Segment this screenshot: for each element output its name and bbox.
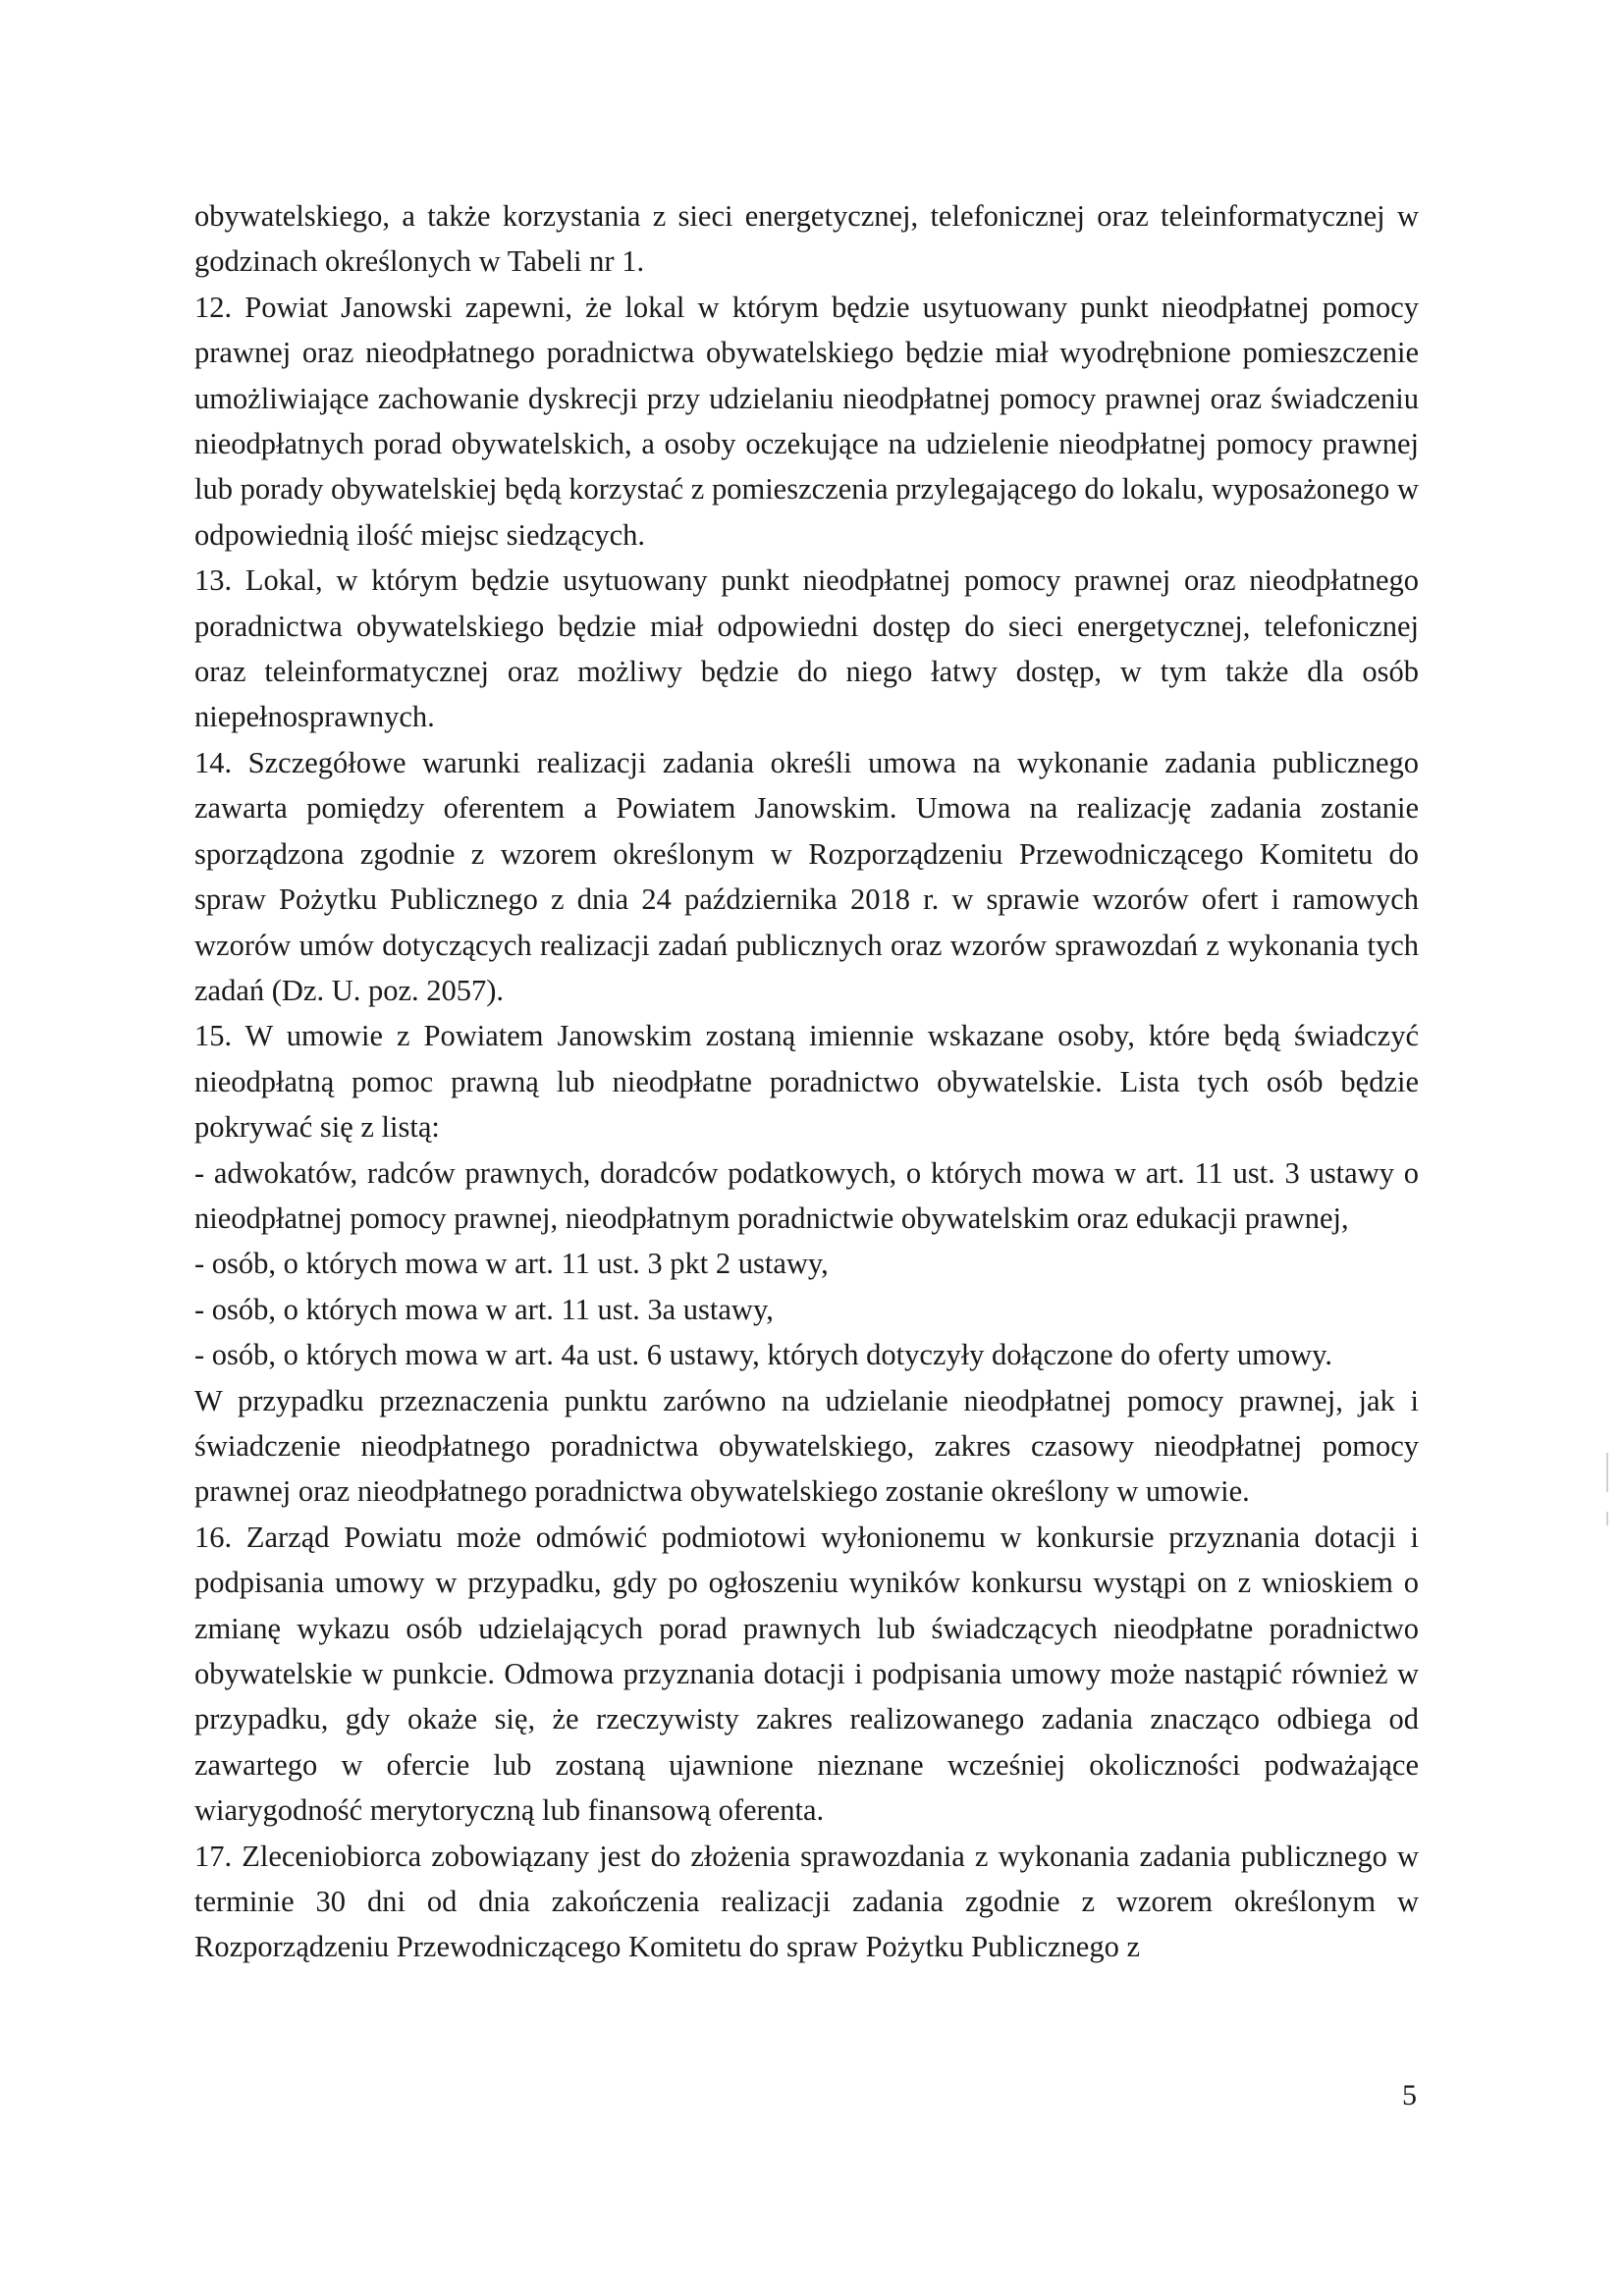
page-number: 5 [1402,2079,1417,2111]
list-item-attorneys: - adwokatów, radców prawnych, doradców podatkowych, o których mowa w art. 11 ust. 3 ustawy o nieodpłatnej pomocy prawnej, nieodpłatnym poradnictwie obywatelskim oraz edukacji prawnej, [194,1155,1419,1235]
paragraph-15: 15. W umowie z Powiatem Janowskim zostaną imiennie wskazane osoby, które będą świadczyć nieodpłatną pomoc prawną lub nieodpłatne poradnictwo obywatelskie. Lista tych osób będzie pokrywać się z listą: [194,1019,1419,1145]
scan-artifact-mark [1606,1512,1608,1525]
document-body [194,193,1419,1970]
scan-artifact-mark [1606,1453,1608,1492]
paragraph-14: 14. Szczegółowe warunki realizacji zadania określi umowa na wykonanie zadania publicznego zawarta pomiędzy oferentem a Powiatem Janowskim. Umowa na realizację zadania zostanie sporządzona zgodnie z wzorem określonym w Rozporządzeniu Przewodniczącego Komitetu do spraw Pożytku Publicznego z dnia 24 października 2018 r. w sprawie wzorów ofert i ramowych wzorów umów dotyczących realizacji zadań publicznych oraz wzorów sprawozdań z wykonania tych zadań (Dz. U. poz. 2057). [194,745,1419,1007]
list-item-art11-ust3-pkt2: - osób, o których mowa w art. 11 ust. 3 pkt 2 ustawy, [194,1247,829,1281]
list-item-art11-ust3a: - osób, o których mowa w art. 11 ust. 3a ustawy, [194,1292,774,1326]
paragraph-12: 12. Powiat Janowski zapewni, że lokal w którym będzie usytuowany punkt nieodpłatnej pomocy prawnej oraz nieodpłatnego poradnictwa obywatelskiego będzie miał wyodrębnione pomieszczenie umożliwiające zachowanie dyskrecji przy udzielaniu nieodpłatnej pomocy prawnej oraz świadczeniu nieodpłatnych porad obywatelskich, a osoby oczekujące na udzielenie nieodpłatnej pomocy prawnej lub porady obywatelskiej będą korzystać z pomieszczenia przylegającego do lokalu, wyposażonego w odpowiednią ilość miejsc siedzących. [194,290,1419,552]
paragraph-17: 17. Zleceniobiorca zobowiązany jest do złożenia sprawozdania z wykonania zadania publicznego w terminie 30 dni od dnia zakończenia realizacji zadania zgodnie z wzorem określonym w Rozporządzeniu Przewodniczącego Komitetu do spraw Pożytku Publicznego z [194,1839,1419,1964]
paragraph-16: 16. Zarząd Powiatu może odmówić podmiotowi wyłonionemu w konkursie przyznania dotacji i podpisania umowy w przypadku, gdy po ogłoszeniu wyników konkursu wystąpi on z wnioskiem o zmianę wykazu osób udzielających porad prawnych lub świadczących nieodpłatne poradnictwo obywatelskie w punkcie. Odmowa przyznania dotacji i podpisania umowy może nastąpić również w przypadku, gdy okaże się, że rzeczywisty zakres realizowanego zadania znacząco odbiega od zawartego w ofercie lub zostaną ujawnione nieznane wcześniej okoliczności podważające wiarygodność merytoryczną lub finansową oferenta. [194,1520,1419,1828]
paragraph-11-continuation: obywatelskiego, a także korzystania z sieci energetycznej, telefonicznej oraz teleinformatycznej w godzinach określonych w Tabeli nr 1. [194,199,1419,279]
paragraph-15-note: W przypadku przeznaczenia punktu zarówno na udzielanie nieodpłatnej pomocy prawnej, jak i świadczenie nieodpłatnego poradnictwa obywatelskiego, zakres czasowy nieodpłatnej pomocy prawnej oraz nieodpłatnego poradnictwa obywatelskiego zostanie określony w umowie. [194,1383,1419,1509]
list-item-art4a-ust6: - osób, o których mowa w art. 4a ust. 6 ustawy, których dotyczyły dołączone do oferty umowy. [194,1338,1333,1372]
paragraph-13: 13. Lokal, w którym będzie usytuowany punkt nieodpłatnej pomocy prawnej oraz nieodpłatnego poradnictwa obywatelskiego będzie miał odpowiedni dostęp do sieci energetycznej, telefonicznej oraz teleinformatycznej oraz możliwy będzie do niego łatwy dostęp, w tym także dla osób niepełnosprawnych. [194,563,1419,734]
